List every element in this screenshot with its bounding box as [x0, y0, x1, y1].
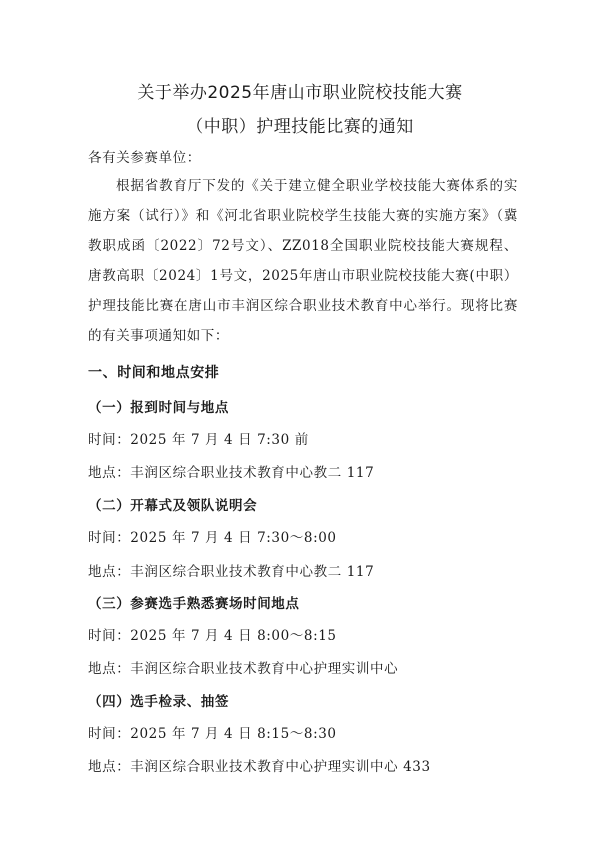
item-heading-2: （二）开幕式及领队说明会 — [88, 498, 258, 514]
item-place-4: 地点：丰润区综合职业技术教育中心护理实训中心 433 — [88, 759, 431, 775]
item-time-3: 时间：2025 年 7 月 4 日 8:00～8:15 — [88, 628, 337, 644]
item-place-1: 地点：丰润区综合职业技术教育中心教二 117 — [88, 465, 375, 481]
item-heading-3: （三）参赛选手熟悉赛场时间地点 — [88, 596, 300, 612]
item-place-2: 地点：丰润区综合职业技术教育中心教二 117 — [88, 564, 375, 580]
item-time-1: 时间：2025 年 7 月 4 日 7:30 前 — [88, 432, 309, 448]
item-heading-4: （四）选手检录、抽签 — [88, 694, 229, 710]
salutation: 各有关参赛单位： — [88, 150, 201, 166]
item-heading-1: （一）报到时间与地点 — [88, 400, 229, 416]
item-time-2: 时间：2025 年 7 月 4 日 7:30～8:00 — [88, 530, 337, 546]
intro-paragraph: 根据省教育厅下发的《关于建立健全职业学校技能大赛体系的实施方案（试行）》和《河北省职业院校学生技能大赛的实施方案》（冀教职成函〔2022〕72号文）、ZZ018全国职业院校技能大赛规程、唐教高职〔2024〕1号文，2025年唐山市职业院校技能大赛(中职）护理技能比赛在唐山市丰润区综合职业技术教育中心举行。现将比赛的有关事项通知如下： — [88, 178, 518, 344]
item-time-4: 时间：2025 年 7 月 4 日 8:15～8:30 — [88, 726, 337, 742]
section-heading-1: 一、时间和地点安排 — [88, 365, 220, 381]
document-title-line2: （中职）护理技能比赛的通知 — [186, 117, 414, 137]
item-place-3: 地点：丰润区综合职业技术教育中心护理实训中心 — [88, 661, 399, 677]
document-title-line1: 关于举办2025年唐山市职业院校技能大赛 — [137, 83, 463, 103]
